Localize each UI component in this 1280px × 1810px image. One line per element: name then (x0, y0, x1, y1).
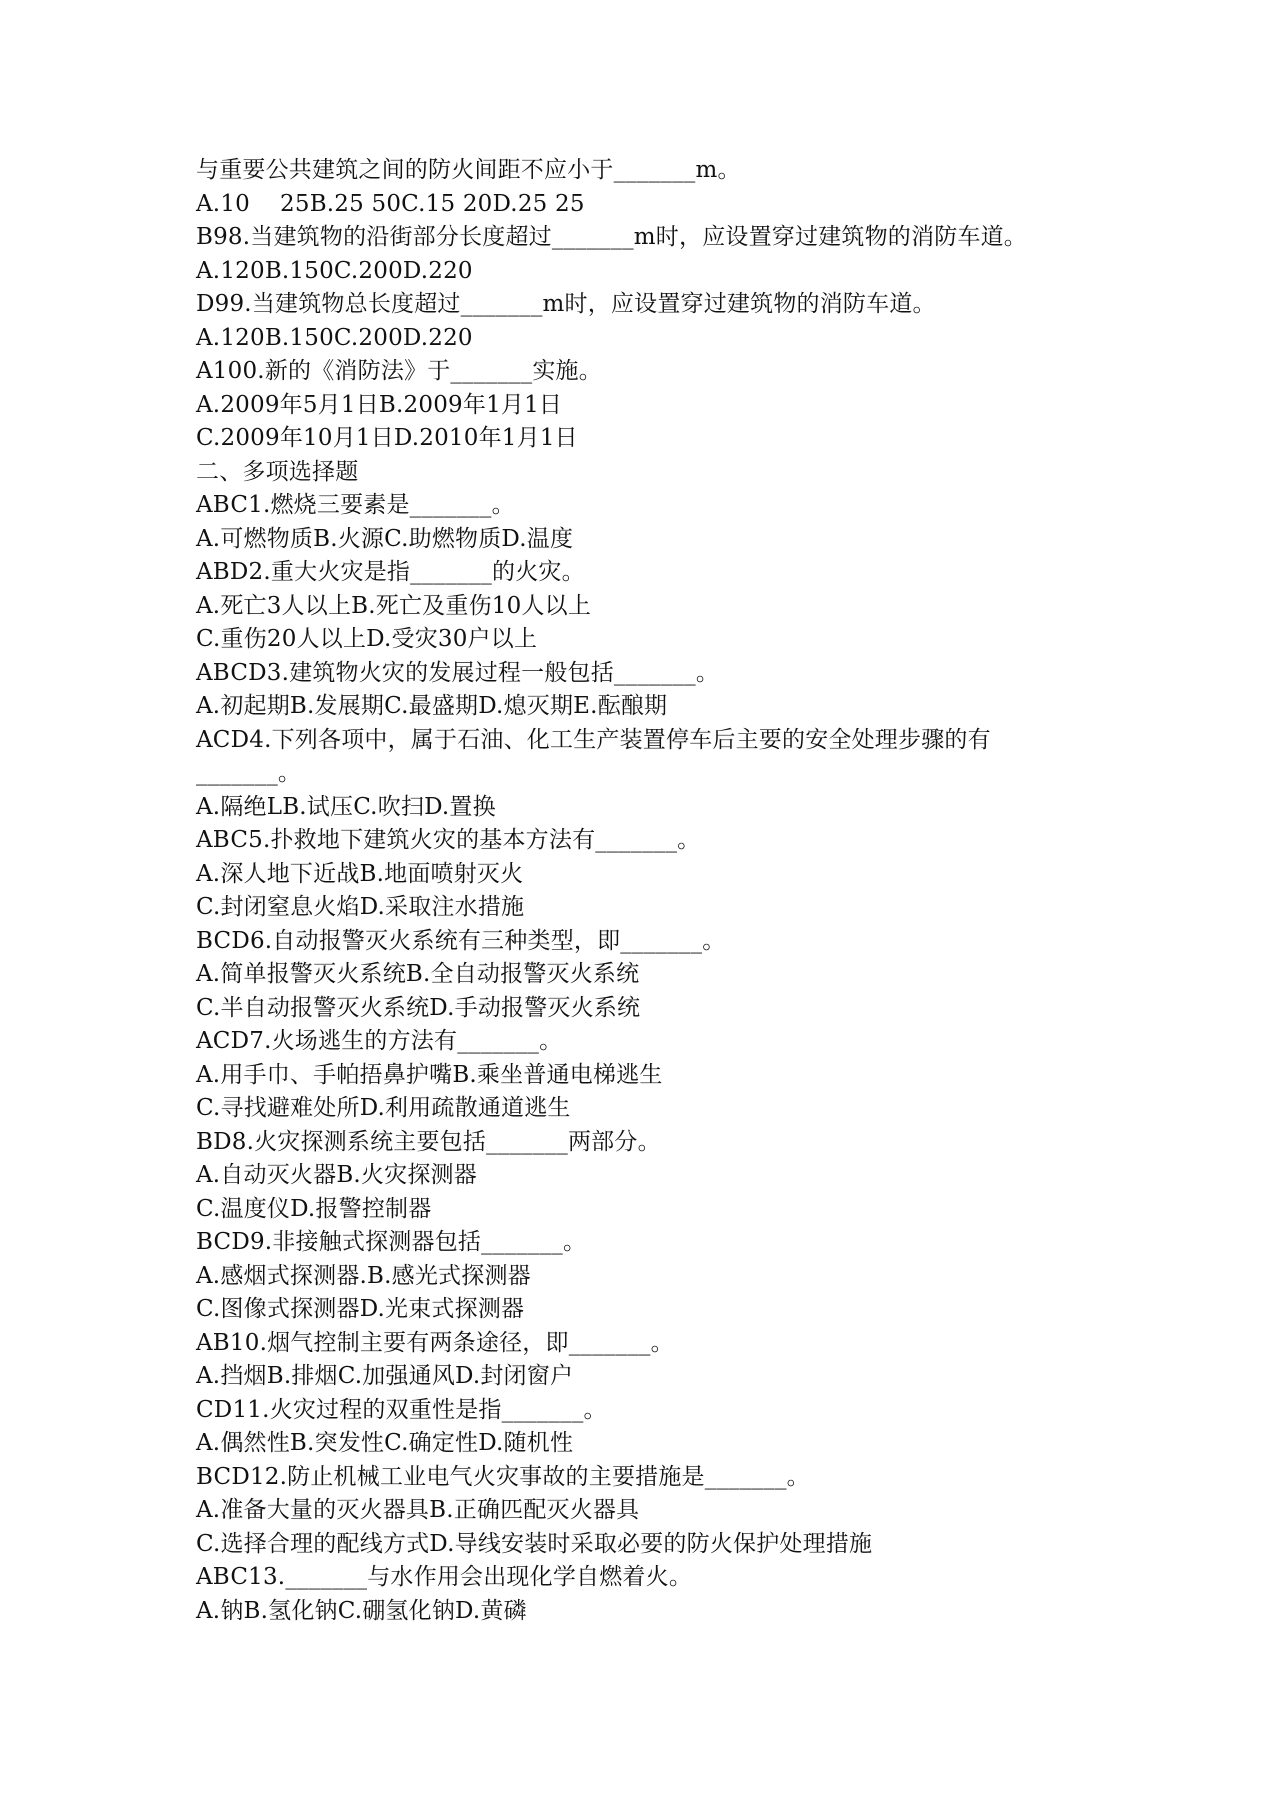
text-line: BCD12.防止机械工业电气火灾事故的主要措施是_______。 (196, 1463, 810, 1490)
text-line: C.寻找避难处所D.利用疏散通道逃生 (196, 1095, 571, 1121)
text-line: ACD7.火场逃生的方法有_______。 (196, 1028, 563, 1054)
text-line: A.120B.150C.200D.220 (196, 324, 473, 351)
text-line: A.用手巾、手帕捂鼻护嘴B.乘坐普通电梯逃生 (196, 1061, 663, 1088)
text-line: A.自动灭火器B.火灾探测器 (196, 1162, 477, 1188)
text-line: C.图像式探测器D.光束式探测器 (196, 1296, 525, 1322)
text-line: A.偶然性B.突发性C.确定性D.随机性 (196, 1430, 574, 1456)
text-line: A.120B.150C.200D.220 (196, 257, 473, 284)
text-line: _______。 (196, 760, 302, 786)
text-line: ABC13._______与水作用会出现化学自燃着火。 (196, 1564, 693, 1590)
text-line: 与重要公共建筑之间的防火间距不应小于_______m。 (196, 157, 741, 183)
text-line: A.钠B.氢化钠C.硼氢化钠D.黄磷 (196, 1597, 527, 1624)
text-line: BD8.火灾探测系统主要包括_______两部分。 (196, 1128, 661, 1155)
text-line: BCD9.非接触式探测器包括_______。 (196, 1229, 587, 1255)
text-line: A100.新的《消防法》于_______实施。 (196, 358, 602, 384)
text-line: D99.当建筑物总长度超过_______m时，应设置穿过建筑物的消防车道。 (196, 291, 936, 317)
text-line: A.挡烟B.排烟C.加强通风D.封闭窗户 (196, 1363, 574, 1389)
text-line: C.温度仪D.报警控制器 (196, 1195, 432, 1222)
text-line: A.深人地下近战B.地面喷射灭火 (196, 860, 524, 887)
text-line: ABCD3.建筑物火灾的发展过程一般包括_______。 (196, 659, 720, 686)
text-line: 二、多项选择题 (196, 458, 359, 485)
text-line: C.封闭窒息火焰D.采取注水措施 (196, 894, 525, 920)
text-line: ACD4.下列各项中，属于石油、化工生产装置停车后主要的安全处理步骤的有 (196, 726, 991, 753)
text-line: A.隔绝LB.试压C.吹扫D.置换 (196, 793, 496, 820)
text-line: C.2009年10月1日D.2010年1月1日 (196, 425, 578, 451)
text-line: A.准备大量的灭火器具B.正确匹配灭火器具 (196, 1497, 640, 1523)
text-line: A.可燃物质B.火源C.助燃物质D.温度 (196, 525, 574, 552)
text-line: A.感烟式探测器.B.感光式探测器 (196, 1262, 531, 1289)
text-line: C.半自动报警灭火系统D.手动报警灭火系统 (196, 994, 641, 1021)
text-line: ABC1.燃烧三要素是_______。 (196, 492, 515, 518)
page-text-body (196, 154, 1196, 1628)
text-line: AB10.烟气控制主要有两条途径，即_______。 (196, 1329, 674, 1356)
text-line: A.2009年5月1日B.2009年1月1日 (196, 391, 563, 418)
text-line: ABC5.扑救地下建筑火灾的基本方法有_______。 (196, 827, 701, 853)
text-line: B98.当建筑物的沿街部分长度超过_______m时，应设置穿过建筑物的消防车道。 (196, 224, 1027, 250)
text-line: CD11.火灾过程的双重性是指_______。 (196, 1396, 607, 1423)
text-line: C.重伤20人以上D.受灾30户以上 (196, 626, 538, 652)
text-line: ABD2.重大火灾是指_______的火灾。 (196, 559, 585, 585)
text-line: A.简单报警灭火系统B.全自动报警灭火系统 (196, 961, 640, 987)
text-line: A.死亡3人以上B.死亡及重伤10人以上 (196, 592, 592, 619)
text-line: C.选择合理的配线方式D.导线安装时采取必要的防火保护处理措施 (196, 1530, 873, 1557)
text-line: BCD6.自动报警灭火系统有三种类型，即_______。 (196, 927, 726, 954)
text-line: A.初起期B.发展期C.最盛期D.熄灭期E.酝酿期 (196, 693, 668, 719)
text-line: A.10 25B.25 50C.15 20D.25 25 (196, 190, 585, 217)
